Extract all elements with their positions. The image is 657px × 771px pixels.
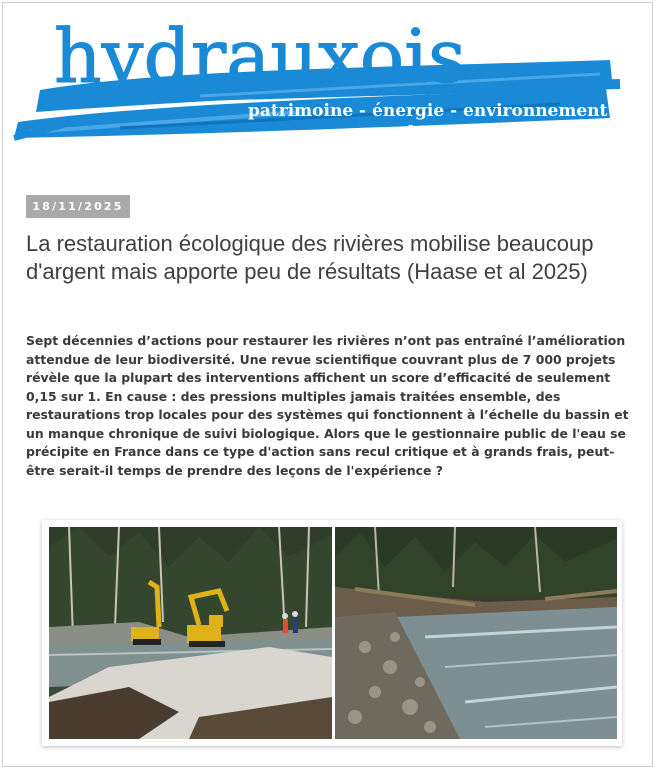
river-works-photo	[49, 527, 332, 739]
tagline-line1: patrimoine - énergie - environnement	[248, 101, 608, 121]
post-photo[interactable]	[42, 520, 622, 746]
post-title[interactable]: La restauration écologique des rivières mobilise beaucoup d'argent mais apporte peu de résultats (Haase et al 2025)	[26, 231, 594, 284]
post-intro: Sept décennies d’actions pour restaurer les rivières n’ont pas entraîné l’amélioration attendue de leur biodiversité. Une revue scientifique couvrant plus de 7 000 projets révèle que la plupart des interventions affichent un score d’efficacité de seulement 0,15 sur 1. En cause : des pressions multiples jamais traitées ensemble, des restaurations trop locales pour des systèmes qui fonctionnent à l’échelle du bassin et un manque chronique de suivi biologique. Alors que le gestionnaire public de l'eau se précipite en France dans ce type d'action sans recul critique et à grands frais, peut-être serait-il temps de prendre des leçons de l'expérience ?	[26, 333, 629, 478]
logo-text: hydrauxois	[54, 14, 466, 100]
site-header[interactable]	[0, 0, 657, 150]
tagline-line2: pour des rivières durables	[352, 123, 602, 143]
river-channel-photo	[335, 527, 617, 739]
logo-banner[interactable]	[0, 0, 657, 150]
post-date-badge: 18/11/2025	[26, 195, 130, 218]
